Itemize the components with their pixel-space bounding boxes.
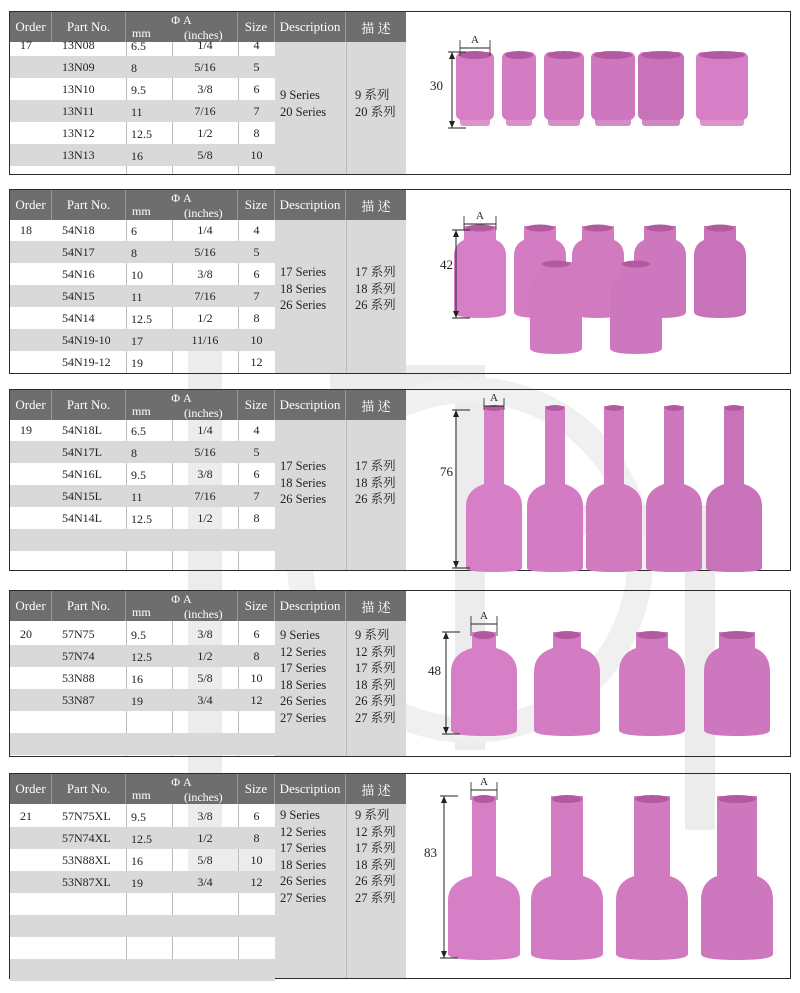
description-series: 9 Series	[280, 808, 320, 822]
header-mm: mm	[132, 26, 151, 40]
description-series-cn: 9 系列	[355, 88, 390, 102]
size-value: 12	[250, 875, 263, 889]
header-description-cn: 描 述	[346, 591, 406, 621]
table-row	[10, 100, 275, 122]
header-size: Size	[238, 190, 275, 220]
table-row	[10, 78, 275, 100]
header-diameter	[126, 591, 238, 621]
size-value: 7	[253, 489, 260, 503]
diameter-inches: 1/2	[197, 649, 213, 663]
ceramic-nozzle	[591, 51, 635, 126]
table-row	[10, 56, 275, 78]
size-value: 10	[250, 671, 263, 685]
ceramic-nozzle	[616, 795, 688, 960]
diameter-inches: 3/8	[197, 82, 213, 96]
part-number: 53N88XL	[62, 853, 111, 867]
diameter-inches: 5/8	[197, 853, 213, 867]
header-size: Size	[238, 390, 275, 420]
table-row	[10, 849, 275, 871]
description-cn-list	[355, 264, 396, 314]
description-series-cn: 26 系列	[355, 298, 396, 312]
order-number: 17	[20, 38, 32, 52]
header-size: Size	[238, 591, 275, 621]
size-value: 12	[250, 355, 263, 369]
description-series: 20 Series	[280, 104, 327, 119]
height-dimension-label: 30	[430, 78, 443, 93]
ceramic-nozzle	[634, 225, 686, 319]
description-cn-list	[355, 87, 396, 120]
header-inches: (inches)	[184, 206, 223, 220]
part-number: 54N14	[62, 311, 95, 325]
header-description-cn: 描 述	[346, 774, 406, 804]
nozzle-body	[638, 52, 684, 120]
header-inches: (inches)	[184, 28, 223, 42]
size-value: 10	[250, 853, 263, 867]
description-series: 12 Series	[280, 644, 327, 659]
header-inches: (inches)	[184, 607, 223, 621]
diameter-mm: 17	[131, 334, 143, 348]
height-dimension-label: 48	[428, 663, 441, 678]
diameter-inches: 1/2	[197, 511, 213, 525]
ceramic-nozzle	[454, 225, 506, 319]
ceramic-nozzle	[694, 225, 746, 319]
order-number: 19	[20, 423, 32, 437]
table-row	[10, 689, 275, 711]
header-size: Size	[238, 774, 275, 804]
table-row	[10, 122, 275, 144]
diameter-a-label: A	[476, 210, 484, 222]
table-row	[10, 893, 275, 915]
diameter-mm: 12.5	[131, 312, 152, 326]
part-number: 13N12	[62, 126, 95, 140]
part-number: 54N17L	[62, 445, 102, 459]
description-list	[280, 807, 326, 906]
diameter-inches: 3/4	[197, 875, 213, 889]
description-series: 27 Series	[280, 890, 327, 905]
diameter-inches: 1/2	[197, 126, 213, 140]
description-series: 26 Series	[280, 492, 327, 506]
header-description: Description	[275, 12, 346, 42]
description-series: 27 Series	[280, 710, 327, 725]
diameter-mm: 16	[131, 149, 143, 163]
description-series-cn: 20 系列	[355, 104, 396, 119]
part-number: 13N08	[62, 38, 95, 52]
table-row	[10, 219, 275, 241]
diameter-mm: 12.5	[131, 512, 152, 526]
size-value: 5	[253, 445, 260, 459]
description-cn-list	[355, 807, 396, 906]
description-series: 18 Series	[280, 857, 327, 872]
diameter-mm: 12.5	[131, 832, 152, 846]
description-list	[280, 87, 326, 120]
size-value: 12	[250, 693, 263, 707]
diameter-mm: 6.5	[131, 424, 146, 438]
size-value: 4	[253, 38, 260, 52]
diameter-inches: 3/8	[197, 627, 213, 641]
diameter-a-label: A	[480, 776, 488, 788]
diameter-inches: 1/4	[197, 423, 213, 437]
header-mm: mm	[132, 404, 151, 418]
description-series: 12 Series	[280, 824, 327, 839]
description-series-cn: 9 系列	[355, 808, 390, 822]
part-number: 13N10	[62, 82, 95, 96]
table-row	[10, 551, 275, 573]
description-series-cn: 17 系列	[355, 841, 396, 855]
part-number: 54N15L	[62, 489, 102, 503]
diameter-mm: 8	[131, 446, 137, 460]
nozzle-body	[544, 52, 584, 120]
table-row	[10, 507, 275, 529]
table-row	[10, 871, 275, 893]
description-series-cn: 26 系列	[355, 492, 396, 506]
header-description: Description	[275, 774, 346, 804]
description-series: 26 Series	[280, 694, 327, 708]
table-row	[10, 34, 275, 56]
diameter-mm: 19	[131, 356, 143, 370]
header-part-no: Part No.	[52, 12, 126, 42]
description-series: 17 Series	[280, 265, 327, 279]
ceramic-nozzle	[544, 51, 584, 126]
description-list	[280, 458, 326, 508]
diameter-mm: 12.5	[131, 650, 152, 664]
diameter-inches: 5/8	[197, 671, 213, 685]
diameter-inches: 7/16	[194, 104, 216, 118]
diameter-mm: 8	[131, 246, 137, 260]
description-series: 17 Series	[280, 661, 327, 675]
ceramic-nozzle	[466, 405, 522, 572]
size-value: 8	[253, 311, 260, 325]
ceramic-nozzle	[527, 405, 583, 572]
description-list	[280, 627, 326, 726]
diameter-mm: 6.5	[131, 39, 146, 53]
diameter-inches: 1/2	[197, 311, 213, 325]
part-number: 54N18L	[62, 423, 102, 437]
ceramic-nozzle	[638, 51, 684, 126]
part-number: 54N18	[62, 223, 95, 237]
table-row	[10, 711, 275, 733]
ceramic-nozzle	[514, 225, 566, 319]
header-order: Order	[10, 774, 52, 804]
product-section-17	[9, 11, 791, 175]
part-number: 57N74XL	[62, 831, 111, 845]
table-row	[10, 529, 275, 551]
height-dimension-label: 83	[424, 845, 437, 860]
description-series: 18 Series	[280, 475, 327, 490]
table-row	[10, 805, 275, 827]
table-row	[10, 307, 275, 329]
part-number: 57N75XL	[62, 809, 111, 823]
ceramic-nozzle	[456, 51, 494, 126]
ceramic-nozzle	[530, 261, 582, 355]
description-list	[280, 264, 326, 314]
description-series: 26 Series	[280, 874, 327, 888]
header-mm: mm	[132, 605, 151, 619]
size-value: 8	[253, 126, 260, 140]
header-phi-a: Φ A	[171, 391, 192, 405]
ceramic-nozzle	[502, 51, 536, 126]
order-number: 18	[20, 223, 32, 237]
size-value: 6	[253, 627, 260, 641]
size-value: 6	[253, 809, 260, 823]
ceramic-nozzle	[619, 631, 685, 736]
size-value: 7	[253, 289, 260, 303]
part-number: 53N87	[62, 693, 95, 707]
part-number: 54N19-10	[62, 333, 111, 347]
description-cn-list	[355, 458, 396, 508]
ceramic-nozzle	[646, 405, 702, 572]
diameter-inches: 1/4	[197, 223, 213, 237]
description-series-cn: 12 系列	[355, 824, 396, 839]
diameter-inches: 5/16	[194, 445, 216, 459]
diameter-a-label: A	[490, 392, 498, 404]
ceramic-nozzle	[701, 795, 773, 960]
header-description-cn: 描 述	[346, 190, 406, 220]
table-row	[10, 915, 275, 937]
table-row	[10, 667, 275, 689]
header-description: Description	[275, 190, 346, 220]
ceramic-nozzle	[534, 631, 600, 736]
diameter-mm: 11	[131, 490, 143, 504]
header-description-cn: 描 述	[346, 12, 406, 42]
nozzle-body	[696, 52, 748, 120]
description-series: 17 Series	[280, 841, 327, 855]
description-series-cn: 27 系列	[355, 710, 396, 725]
description-series-cn: 27 系列	[355, 890, 396, 905]
order-number: 21	[20, 809, 32, 823]
ceramic-nozzle	[572, 225, 624, 319]
header-mm: mm	[132, 204, 151, 218]
description-cn-list	[355, 627, 396, 726]
diameter-inches: 7/16	[194, 289, 216, 303]
description-series-cn: 18 系列	[355, 677, 396, 692]
description-series: 9 Series	[280, 88, 320, 102]
diameter-mm: 9.5	[131, 810, 146, 824]
part-number: 57N75	[62, 627, 95, 641]
diameter-inches: 5/16	[194, 245, 216, 259]
table-row	[10, 485, 275, 507]
ceramic-nozzle	[696, 51, 748, 126]
diameter-inches: 1/4	[197, 38, 213, 52]
table-row	[10, 645, 275, 667]
table-row	[10, 263, 275, 285]
size-value: 6	[253, 467, 260, 481]
size-value: 5	[253, 60, 260, 74]
order-number: 20	[20, 627, 32, 641]
size-value: 10	[250, 148, 263, 162]
product-section-19	[9, 389, 791, 571]
header-phi-a: Φ A	[171, 592, 192, 606]
description-series-cn: 17 系列	[355, 265, 396, 279]
diameter-mm: 9.5	[131, 83, 146, 97]
description-series: 18 Series	[280, 281, 327, 296]
header-part-no: Part No.	[52, 774, 126, 804]
header-mm: mm	[132, 788, 151, 802]
size-value: 8	[253, 511, 260, 525]
part-number: 53N87XL	[62, 875, 111, 889]
product-section-21	[9, 773, 791, 979]
table-row	[10, 329, 275, 351]
ceramic-nozzle	[448, 795, 520, 960]
ceramic-nozzle	[586, 405, 642, 572]
header-order: Order	[10, 12, 52, 42]
diameter-inches: 11/16	[191, 333, 219, 347]
header-diameter	[126, 390, 238, 420]
diameter-mm: 11	[131, 290, 143, 304]
header-inches: (inches)	[184, 406, 223, 420]
size-value: 6	[253, 267, 260, 281]
header-order: Order	[10, 190, 52, 220]
header-description: Description	[275, 591, 346, 621]
table-row	[10, 937, 275, 959]
size-value: 6	[253, 82, 260, 96]
part-number: 13N09	[62, 60, 95, 74]
header-phi-a: Φ A	[171, 13, 192, 27]
product-section-20	[9, 590, 791, 757]
diameter-a-label: A	[471, 34, 479, 46]
diameter-mm: 16	[131, 672, 143, 686]
part-number: 54N16	[62, 267, 95, 281]
part-number: 57N74	[62, 649, 95, 663]
part-number: 54N14L	[62, 511, 102, 525]
diameter-mm: 19	[131, 876, 143, 890]
table-row	[10, 351, 275, 373]
description-series: 9 Series	[280, 628, 320, 642]
diameter-inches: 3/4	[197, 693, 213, 707]
description-series-cn: 18 系列	[355, 857, 396, 872]
diameter-inches: 1/2	[197, 831, 213, 845]
header-inches: (inches)	[184, 790, 223, 804]
description-series-cn: 18 系列	[355, 281, 396, 296]
product-section-18	[9, 189, 791, 374]
diameter-mm: 9.5	[131, 468, 146, 482]
size-value: 7	[253, 104, 260, 118]
diameter-mm: 12.5	[131, 127, 152, 141]
header-diameter	[126, 190, 238, 220]
diameter-inches: 3/8	[197, 809, 213, 823]
header-order: Order	[10, 591, 52, 621]
ceramic-nozzle	[704, 631, 770, 736]
description-series-cn: 9 系列	[355, 628, 390, 642]
nozzle-body	[502, 52, 536, 120]
diameter-mm: 9.5	[131, 628, 146, 642]
diameter-mm: 16	[131, 854, 143, 868]
size-value: 8	[253, 649, 260, 663]
size-value: 8	[253, 831, 260, 845]
table-row	[10, 419, 275, 441]
description-series-cn: 26 系列	[355, 874, 396, 888]
diameter-inches: 3/8	[197, 267, 213, 281]
description-series: 18 Series	[280, 677, 327, 692]
size-value: 10	[250, 333, 263, 347]
ceramic-nozzle	[610, 261, 662, 355]
diameter-a-label: A	[480, 610, 488, 622]
table-row	[10, 623, 275, 645]
table-row	[10, 144, 275, 166]
description-series-cn: 26 系列	[355, 694, 396, 708]
header-phi-a: Φ A	[171, 775, 192, 789]
ceramic-nozzle	[706, 405, 762, 572]
diameter-inches: 5/16	[194, 60, 216, 74]
ceramic-nozzle	[451, 631, 517, 736]
nozzle-body	[456, 52, 494, 120]
diameter-mm: 19	[131, 694, 143, 708]
diameter-inches: 7/16	[194, 489, 216, 503]
description-series-cn: 12 系列	[355, 644, 396, 659]
description-series-cn: 18 系列	[355, 475, 396, 490]
size-value: 4	[253, 423, 260, 437]
header-description-cn: 描 述	[346, 390, 406, 420]
ceramic-nozzle	[531, 795, 603, 960]
header-order: Order	[10, 390, 52, 420]
table-row	[10, 463, 275, 485]
diameter-inches: 3/8	[197, 467, 213, 481]
header-part-no: Part No.	[52, 591, 126, 621]
table-row	[10, 241, 275, 263]
table-row	[10, 733, 275, 755]
diameter-mm: 11	[131, 105, 143, 119]
header-size: Size	[238, 12, 275, 42]
part-number: 54N17	[62, 245, 95, 259]
size-value: 5	[253, 245, 260, 259]
diameter-mm: 8	[131, 61, 137, 75]
part-number: 54N19-12	[62, 355, 111, 369]
table-row	[10, 827, 275, 849]
diameter-mm: 6	[131, 224, 137, 238]
description-series-cn: 17 系列	[355, 459, 396, 473]
diameter-mm: 10	[131, 268, 143, 282]
table-row	[10, 285, 275, 307]
table-row	[10, 441, 275, 463]
part-number: 13N11	[62, 104, 95, 118]
height-dimension-label: 42	[440, 257, 453, 272]
nozzle-body	[591, 52, 635, 120]
description-series: 17 Series	[280, 459, 327, 473]
header-phi-a: Φ A	[171, 191, 192, 205]
part-number: 54N15	[62, 289, 95, 303]
table-row	[10, 959, 275, 981]
description-series: 26 Series	[280, 298, 327, 312]
header-diameter	[126, 774, 238, 804]
description-series-cn: 17 系列	[355, 661, 396, 675]
height-dimension-label: 76	[440, 464, 453, 479]
header-part-no: Part No.	[52, 190, 126, 220]
diameter-inches: 5/8	[197, 148, 213, 162]
size-value: 4	[253, 223, 260, 237]
part-number: 13N13	[62, 148, 95, 162]
header-description: Description	[275, 390, 346, 420]
part-number: 53N88	[62, 671, 95, 685]
header-part-no: Part No.	[52, 390, 126, 420]
part-number: 54N16L	[62, 467, 102, 481]
